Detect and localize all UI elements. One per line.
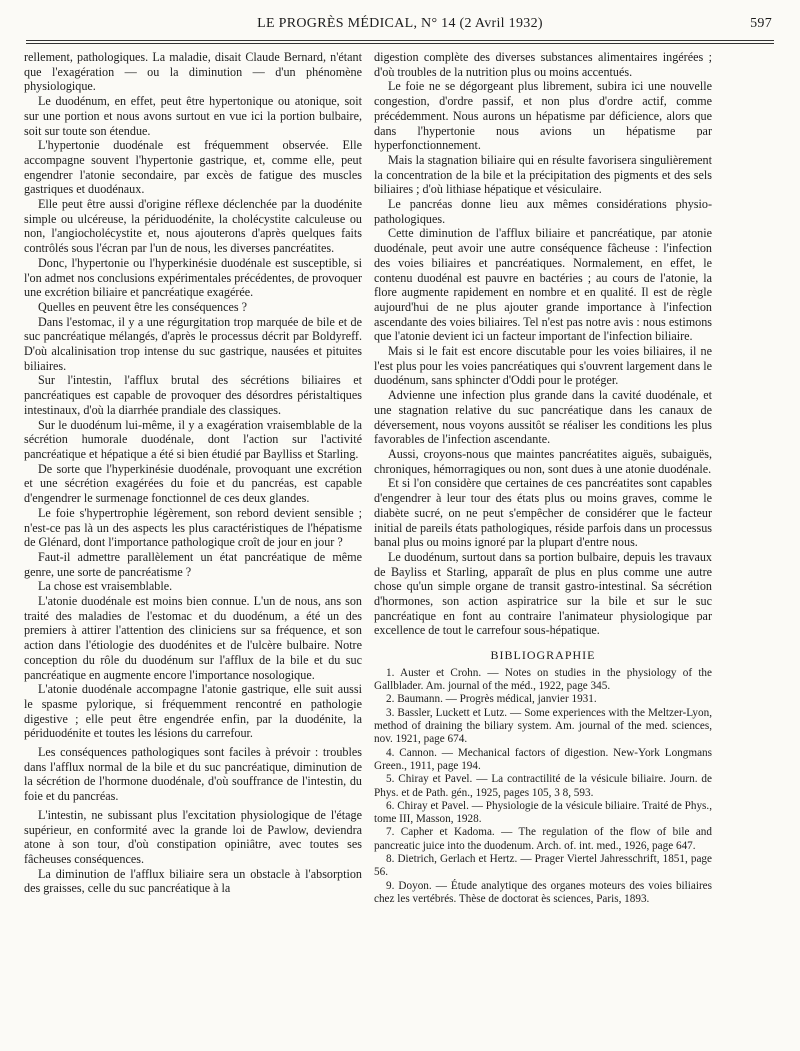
paragraph: Dans l'estomac, il y a une régurgitation trop marquée de bile et de suc pancréatique mélangés, d'après le processus décrit par Boldyreff. D'où alcalinisation trop intense du suc gastrique, nausées et pituites biliaires. — [24, 314, 362, 373]
paragraph: Le foie ne se dégorgeant plus librement, subira ici une nouvelle congestion, d'ordre passif, et non plus d'ordre actif, comme précédemment. Nous aurons un hépatisme par déficience, alors que dans l'hypertonie nous avions un hépatisme par hyperfonctionnement. — [374, 79, 712, 153]
paragraph: Le foie s'hypertrophie légèrement, son rebord devient sensible ; n'est-ce pas là un des aspects les plus caractéristiques de l'hépatisme de Glénard, dont l'importance pathologique croît de jour en jour ? — [24, 505, 362, 550]
paragraph: Mais la stagnation biliaire qui en résulte favorisera singulièrement la concentration de la bile et la précipitation des pigments et des sels biliaires ; d'où lithiase hépatique et vésiculaire. — [374, 152, 712, 197]
paragraph: Advienne une infection plus grande dans la cavité duodénale, et une stagnation relative du suc pancréatique dans les canaux de déversement, nous voyons aussitôt se réaliser les conditions les plus favorables de l'infection ascendante. — [374, 388, 712, 447]
bibliography-entry: 9. Doyon. — Étude analytique des organes moteurs des voies biliaires chez les vertébrés. Thèse de doctorat ès sciences, Paris, 1893. — [374, 879, 712, 905]
paragraph: Mais si le fait est encore discutable pour les voies biliaires, il ne l'est plus pour les voies pancréatiques qui s'ouvrent largement dans le duodénum, sans sphincter d'Oddi pour le protéger. — [374, 344, 712, 388]
bibliography-entry: 8. Dietrich, Gerlach et Hertz. — Prager Viertel Jahresschrift, 1851, page 56. — [374, 852, 712, 879]
paragraph: Le duodénum, surtout dans sa portion bulbaire, depuis les travaux de Bayliss et Starling, apparaît de plus en plus comme une autre chose qu'un simple organe de transit gastro-intestinal. Sa sécrétion d'hormones, son action aspiratrice sur la bile et sur le suc pancréatique en font au contraire l'animateur physiologique par excellence de tout le carrefour sous-hépatique. — [374, 549, 712, 638]
right-column — [374, 50, 712, 1040]
left-column — [24, 50, 362, 1040]
paragraph: Le duodénum, en effet, peut être hypertonique ou atonique, soit sur une portion et nous avons surtout en vue ici la portion bulbaire, soit sur toute son étendue. — [24, 94, 362, 138]
paragraph: De sorte que l'hyperkinésie duodénale, provoquant une excrétion et une sécrétion exagérées du foie et du pancréas, est capable d'engendrer le surmenage fonctionnel de ces deux glandes. — [24, 461, 362, 506]
header-rule-second — [26, 43, 774, 44]
paragraph: Sur le duodénum lui-même, il y a exagération vraisemblable de la sécrétion humorale duodénale, dont l'action sur l'activité pancréatique et hépatique a été si bien étudié par Baylliss et Starling. — [24, 417, 362, 461]
bibliography-entry: 7. Capher et Kadoma. — The regulation of the flow of bile and pancreatic juice into the duodenum. Arch. of. int. med., 1926, page 647. — [374, 826, 712, 852]
bibliography-list — [374, 667, 712, 906]
bibliography-entry: 1. Auster et Crohn. — Notes on studies in the physiology of the Gallblader. Am. journal of the méd., 1922, page 345. — [374, 666, 712, 693]
paragraph: Donc, l'hypertonie ou l'hyperkinésie duodénale est susceptible, si l'on admet nos conclusions expérimentales précédentes, de provoquer une excrétion biliaire et pancréatique exagérée. — [24, 255, 362, 300]
paragraph: L'atonie duodénale est moins bien connue. L'un de nous, ans son traité des maladies de l'estomac et du duodénum, a été un des premiers à attirer l'attention des cliniciens sur sa fréquence, et son action dans l'étiologie des duodénites et de l'ulcère bulbaire. Notre conception du rôle du duodénum sur l'afflux de la bile et du suc pancréatique en augmente encore l'importance nosologique. — [24, 594, 362, 682]
paragraph: L'intestin, ne subissant plus l'excitation physiologique de l'étage supérieur, en conformité avec la grande loi de Pawlow, deviendra atone à son tour, d'où constipation opiniâtre, avec toutes ses fâcheuses conséquences. — [24, 807, 362, 866]
page-number: 597 — [750, 16, 772, 31]
paragraph: L'atonie duodénale accompagne l'atonie gastrique, elle suit aussi le spasme pylorique, si fréquemment rencontré en pathologie digestive ; elle peut être engendrée enfin, par la duodénite, la périduodénite et toutes les lésions du carrefour. — [24, 682, 362, 741]
paragraph: Sur l'intestin, l'afflux brutal des sécrétions biliaires et pancréatiques est capable de provoquer des désordres péristaltiques intestinaux, d'où la diarrhée prandiale des classiques. — [24, 373, 362, 417]
paragraph: Elle peut être aussi d'origine réflexe déclenchée par la duodénite simple ou ulcéreuse, la périduodénite, la cholécystite calculeuse ou non, l'angiocholécystite et, nous ajouterons d'après quelques faits contrôlés sous l'écran par l'un de nous, les diverses pancréatites. — [24, 197, 362, 256]
bibliography-heading: BIBLIOGRAPHIE — [490, 648, 596, 663]
paragraph: rellement, pathologiques. La maladie, disait Claude Bernard, n'étant que l'exagération — ou la diminution — d'un phénomène physiologique. — [24, 50, 362, 94]
bibliography-entry: 2. Baumann. — Progrès médical, janvier 1931. — [386, 693, 597, 706]
paragraph: Et si l'on considère que certaines de ces pancréatites sont capables d'engendrer à leur tour des états plus ou moins graves, comme le diabète sucré, on ne peut s'empêcher de considérer que le facteur initial de pareils états pathologiques, réside parfois dans un processus banal plus ou moins ignoré par la plupart d'entre nous. — [374, 476, 712, 550]
bibliography-entry: 3. Bassler, Luckett et Lutz. — Some experiences with the Meltzer-Lyon, method of draining the biliary system. Am. journal of the med. sciences, nov. 1921, page 674. — [374, 706, 712, 746]
journal-title: LE PROGRÈS MÉDICAL, N° 14 (2 Avril 1932) — [257, 16, 543, 31]
paragraph: Quelles en peuvent être les conséquences ? — [38, 299, 247, 314]
paragraph: La diminution de l'afflux biliaire sera un obstacle à l'absorption des graisses, celle du suc pancréatique à la — [24, 866, 362, 896]
bibliography-entry: 6. Chiray et Pavel. — Physiologie de la vésicule biliaire. Traité de Phys., tome III, Masson, 1928. — [374, 799, 712, 826]
paragraph: Le pancréas donne lieu aux mêmes considérations physio-pathologiques. — [374, 197, 712, 226]
running-header — [28, 16, 772, 38]
paragraph: digestion complète des diverses substances alimentaires ingérées ; d'où troubles de la nutrition plus ou moins accentués. — [374, 50, 712, 79]
paragraph: L'hypertonie duodénale est fréquemment observée. Elle accompagne souvent l'hypertonie gastrique, et, comme elle, peut engendrer l'atonie secondaire, par excès de fatigue des muscles gastriques et duodénaux. — [24, 138, 362, 197]
paragraph: Aussi, croyons-nous que maintes pancréatites aiguës, subaiguës, chroniques, hémorragiques ou non, sont dues à une atonie duodénale. — [374, 446, 712, 476]
header-rule — [26, 40, 774, 41]
bibliography-entry: 4. Cannon. — Mechanical factors of digestion. New-York Longmans Green., 1911, page 194. — [374, 746, 712, 772]
paragraph: Les conséquences pathologiques sont faciles à prévoir : troubles dans l'afflux normal de la bile et du suc pancréatique, diminution de la sécrétion de l'hormone duodénale, d'où souffrance de l'intestin, du foie et du pancréas. — [24, 745, 362, 804]
paragraph: La chose est vraisemblable. — [38, 579, 173, 594]
paragraph: Faut-il admettre parallèlement un état pancréatique de même genre, une sorte de pancréatisme ? — [24, 549, 362, 579]
bibliography-entry: 5. Chiray et Pavel. — La contractilité de la vésicule biliaire. Journ. de Phys. et de Path. gén., 1925, pages 105, 3 8, 593. — [374, 773, 712, 799]
paragraph: Cette diminution de l'afflux biliaire et pancréatique, par atonie duodénale, peut avoir une autre conséquence fâcheuse : l'infection des voies biliaires et pancréatiques. Normalement, en effet, le contenu duodénal est pauvre en bactéries ; au cours de l'atonie, la flore augmente rapidement en nombre et en qualité. Il est de règle aujourd'hui de ne plus ajouter grande importance à l'infection ascendante des voies biliaires. Tel n'est pas notre avis : nous estimons que l'atonie devient ici un facteur important de l'infection biliaire. — [374, 226, 712, 344]
